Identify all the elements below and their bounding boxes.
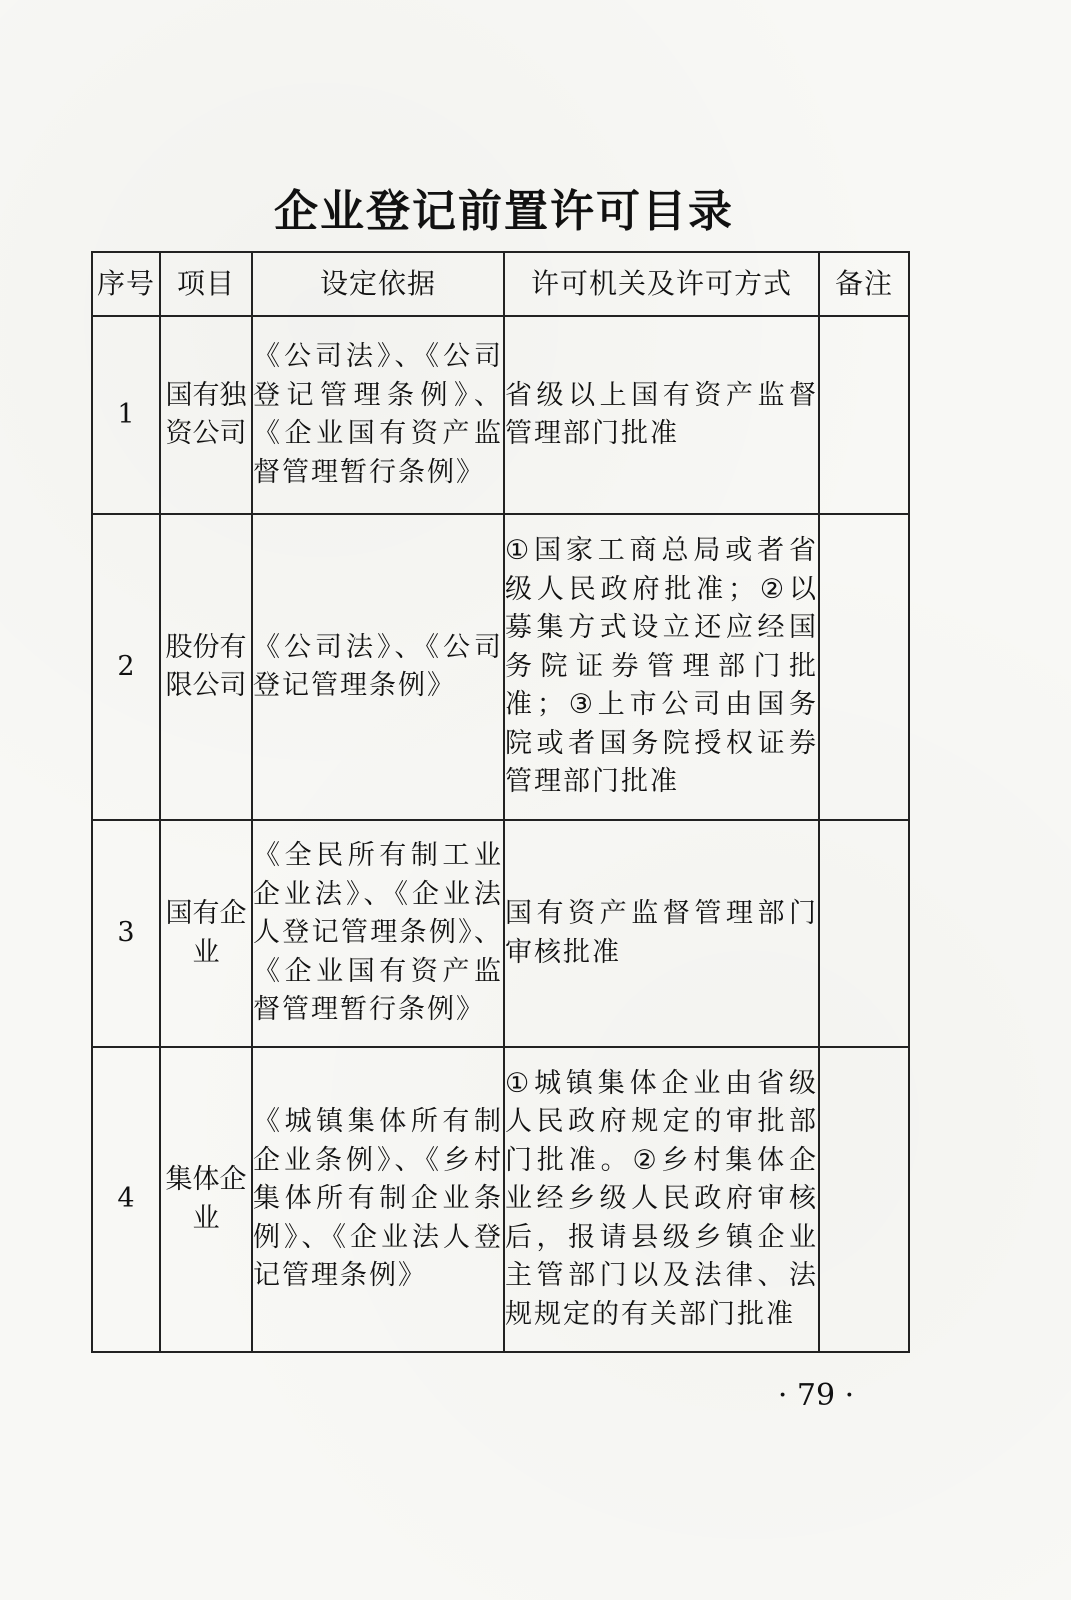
permit-catalog-table — [91, 251, 910, 1353]
header-no: 序号 — [92, 252, 160, 316]
header-basis: 设定依据 — [252, 252, 504, 316]
row-authority: ①国家工商总局或者省级人民政府批准；②以募集方式设立还应经国务院证券管理部门批准；③上市公司由国务院或者国务院授权证券管理部门批准 — [504, 514, 819, 820]
row-authority: 国有资产监督管理部门审核批准 — [504, 820, 819, 1047]
row-number: 4 — [92, 1047, 160, 1352]
row-number: 1 — [92, 316, 160, 514]
header-note: 备注 — [819, 252, 909, 316]
row-basis: 《公司法》、《公司登记管理条例》 — [252, 514, 504, 820]
table-body — [92, 316, 909, 1352]
row-item: 国有企业 — [160, 820, 252, 1047]
row-authority: ①城镇集体企业由省级人民政府规定的审批部门批准。②乡村集体企业经乡级人民政府审核后，报请县级乡镇企业主管部门以及法律、法规规定的有关部门批准 — [504, 1047, 819, 1352]
header-authority: 许可机关及许可方式 — [504, 252, 819, 316]
table-row — [92, 1047, 909, 1352]
row-note — [819, 514, 909, 820]
row-authority: 省级以上国有资产监督管理部门批准 — [504, 316, 819, 514]
row-note — [819, 820, 909, 1047]
row-item: 股份有限公司 — [160, 514, 252, 820]
row-number: 2 — [92, 514, 160, 820]
row-basis: 《全民所有制工业企业法》、《企业法人登记管理条例》、《企业国有资产监督管理暂行条例》 — [252, 820, 504, 1047]
row-item: 集体企业 — [160, 1047, 252, 1352]
page-number: · 79 · — [777, 1378, 855, 1413]
header-row — [92, 252, 909, 316]
table-row — [92, 514, 909, 820]
row-note — [819, 316, 909, 514]
row-basis: 《城镇集体所有制企业条例》、《乡村集体所有制企业条例》、《企业法人登记管理条例》 — [252, 1047, 504, 1352]
page-title: 企业登记前置许可目录 — [274, 186, 734, 237]
row-basis: 《公司法》、《公司登记管理条例》、《企业国有资产监督管理暂行条例》 — [252, 316, 504, 514]
table-row — [92, 820, 909, 1047]
row-number: 3 — [92, 820, 160, 1047]
row-note — [819, 1047, 909, 1352]
table-header — [92, 252, 909, 316]
table-row — [92, 316, 909, 514]
header-item: 项目 — [160, 252, 252, 316]
row-item: 国有独资公司 — [160, 316, 252, 514]
